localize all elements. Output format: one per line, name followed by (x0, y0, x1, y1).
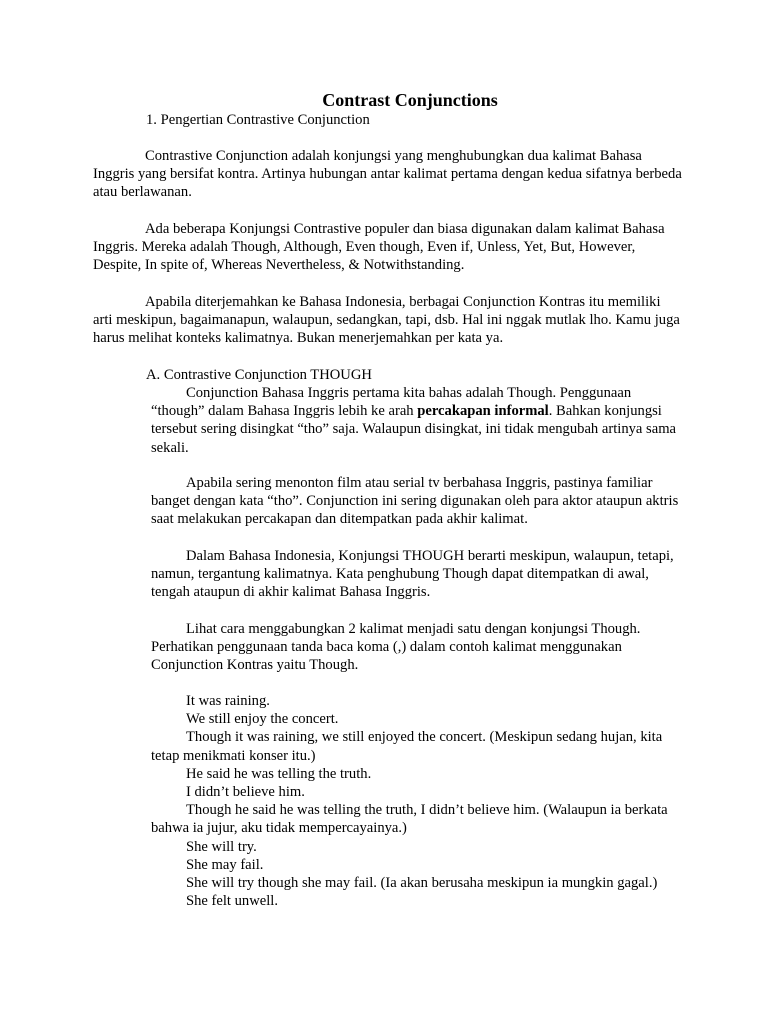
example-line: Though it was raining, we still enjoyed the concert. (Meskipun sedang hujan, kita tetap menikmati konser itu.) (151, 729, 663, 764)
paragraph-though-meaning: Dalam Bahasa Indonesia, Konjungsi THOUGH berarti meskipun, walaupun, tetapi, namun, tergantung kalimatnya. Kata penghubung Though dapat ditempatkan di awal, tengah ataupun di akhir kalimat Bahasa Inggris. (151, 548, 674, 601)
paragraph-definition: Contrastive Conjunction adalah konjungsi yang menghubungkan dua kalimat Bahasa Inggris yang bersifat kontra. Artinya hubungan antar kalimat pertama dengan kedua sifatnya berbeda atau berlawanan. (93, 148, 682, 201)
paragraph-popular-conjunctions: Ada beberapa Konjungsi Contrastive populer dan biasa digunakan dalam kalimat Bahasa Inggris. Mereka adalah Though, Although, Even though, Even if, Unless, Yet, But, However, Despite, In spite of, Whereas Nevertheless, & Notwithstanding. (93, 221, 665, 274)
bold-informal: percakapan informal (417, 403, 549, 420)
paragraph-though-combine: Lihat cara menggabungkan 2 kalimat menjadi satu dengan konjungsi Though. Perhatikan penggunaan tanda baca koma (,) dalam contoh kalimat menggunakan Conjunction Kontras yaitu Though. (151, 621, 641, 674)
section-1-heading: 1. Pengertian Contrastive Conjunction (146, 112, 370, 128)
example-line: We still enjoy the concert. (186, 711, 339, 728)
example-line: Though he said he was telling the truth, I didn’t believe him. (Walaupun ia berkata bahwa ia jujur, aku tidak mempercayainya.) (151, 802, 668, 837)
example-line: She may fail. (186, 856, 264, 873)
section-a-heading: A. Contrastive Conjunction THOUGH (146, 367, 372, 383)
example-line: She will try though she may fail. (Ia akan berusaha meskipun ia mungkin gagal.) (186, 875, 658, 892)
example-line: He said he was telling the truth. (186, 765, 372, 782)
paragraph-though-films: Apabila sering menonton film atau serial tv berbahasa Inggris, pastinya familiar banget dengan kata “tho”. Conjunction ini sering digunakan oleh para aktor ataupun aktris saat melakukan percakapan dan ditempatkan pada akhir kalimat. (151, 475, 679, 528)
example-line: She felt unwell. (186, 893, 279, 910)
example-line: I didn’t believe him. (186, 784, 305, 801)
example-list (151, 692, 681, 910)
page-title: Contrast Conjunctions (322, 90, 498, 110)
example-line: She will try. (186, 838, 257, 855)
paragraph-though-intro: Conjunction Bahasa Inggris pertama kita bahas adalah Though. Penggunaan “though” dalam Bahasa Inggris lebih ke arah percakapan informal. Bahkan konjungsi tersebut sering disingkat “tho” saja. Walaupun disingkat, ini tidak mengubah artinya sama sekali. (151, 385, 677, 456)
paragraph-translation: Apabila diterjemahkan ke Bahasa Indonesia, berbagai Conjunction Kontras itu memiliki arti meskipun, bagaimanapun, walaupun, sedangkan, tapi, dsb. Hal ini nggak mutlak lho. Kamu juga harus melihat konteks kalimatnya. Bukan menerjemahkan per kata ya. (93, 294, 680, 347)
example-line: It was raining. (186, 693, 270, 709)
